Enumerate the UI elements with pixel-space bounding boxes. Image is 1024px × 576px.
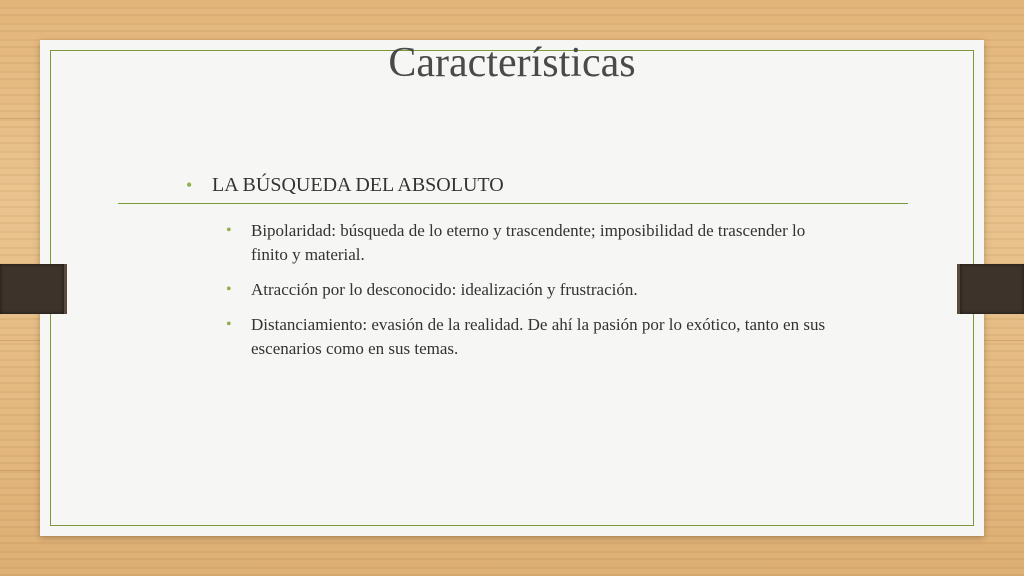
sub-bullet-text: Distanciamiento: evasión de la realidad. De ahí la pasión por lo exótico, tanto en sus escenarios como en sus temas. — [251, 315, 826, 358]
slide-title: Características — [388, 40, 636, 86]
sub-bullet-item — [226, 219, 846, 267]
heading-underline — [118, 203, 908, 204]
right-side-tab — [957, 264, 1024, 314]
main-bullet — [186, 174, 504, 197]
sub-bullet-list — [226, 219, 846, 372]
sub-bullet-item — [226, 313, 846, 361]
bullet-dot-icon: • — [226, 222, 232, 239]
sub-bullet-item — [226, 278, 846, 302]
left-side-tab — [0, 264, 67, 314]
bullet-dot-icon: • — [186, 175, 193, 195]
sub-bullet-text: Bipolaridad: búsqueda de lo eterno y trascendente; imposibilidad de trascender lo finito y material. — [251, 221, 806, 264]
main-bullet-text: LA BÚSQUEDA DEL ABSOLUTO — [212, 174, 504, 196]
bullet-dot-icon: • — [226, 316, 232, 333]
sub-bullet-text: Atracción por lo desconocido: idealización y frustración. — [251, 280, 638, 299]
bullet-dot-icon: • — [226, 281, 232, 298]
